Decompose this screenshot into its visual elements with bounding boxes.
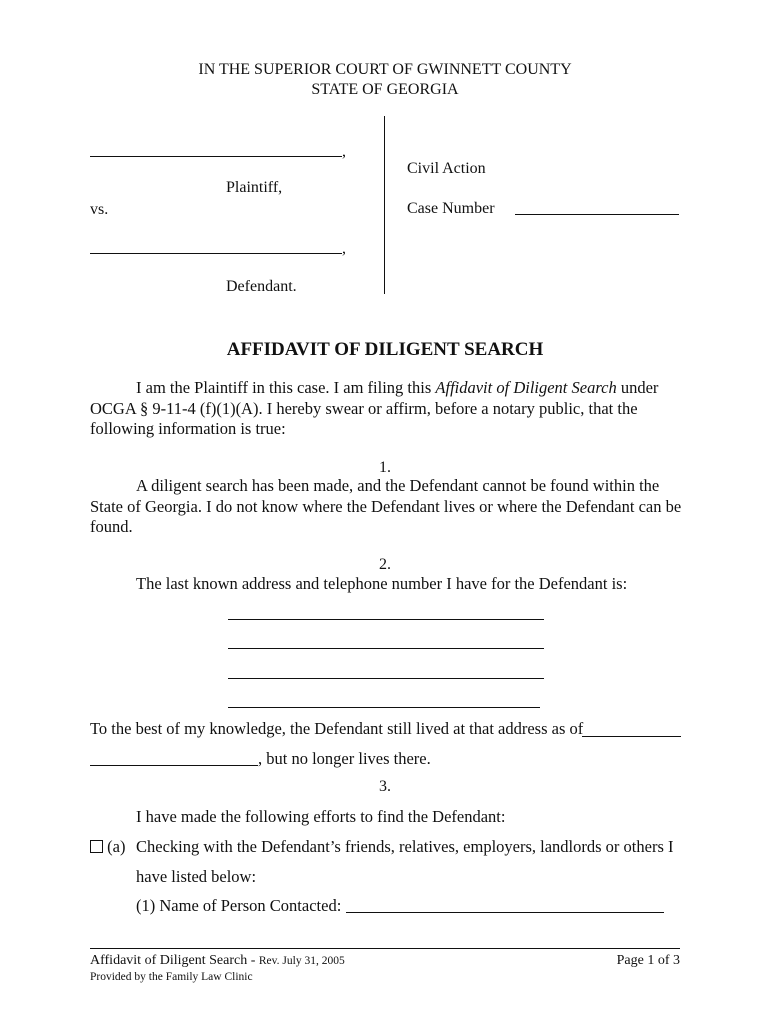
section-2-text: The last known address and telephone number I have for the Defendant is:: [136, 574, 628, 593]
defendant-comma: ,: [342, 240, 346, 257]
plaintiff-name-blank[interactable]: [90, 156, 342, 157]
address-line-2[interactable]: [228, 648, 544, 649]
option-a-checkbox[interactable]: [90, 840, 103, 853]
caption-divider: [384, 116, 385, 294]
defendant-name-blank[interactable]: [90, 253, 342, 254]
footer-form-name: Affidavit of Diligent Search -: [90, 953, 259, 968]
lived-until-date-blank-2[interactable]: [90, 765, 258, 766]
intro-text-1: I am the Plaintiff in this case. I am filing this: [136, 378, 436, 397]
section-3-text: I have made the following efforts to find the Defendant:: [136, 807, 506, 826]
footer-form-line: [90, 952, 345, 969]
vs-label: vs.: [90, 201, 109, 218]
footer-provider: Provided by the Family Law Clinic: [90, 971, 253, 983]
state-heading: STATE OF GEORGIA: [311, 81, 459, 98]
option-a-text-line-1: Checking with the Defendant’s friends, relatives, employers, landlords or others I: [136, 837, 674, 856]
footer-rule: [90, 948, 680, 949]
no-longer-lives-text: , but no longer lives there.: [258, 749, 431, 768]
intro-text-2: under OCGA § 9-11-4 (f)(1)(A). I hereby swear or affirm, before a notary public, that the following information is true:: [90, 378, 659, 438]
civil-action-label: Civil Action: [407, 160, 486, 177]
section-2-number: 2.: [379, 556, 391, 573]
option-a-row: [90, 837, 125, 857]
lived-until-text: To the best of my knowledge, the Defendant still lived at that address as of: [90, 719, 584, 738]
plaintiff-comma: ,: [342, 143, 346, 160]
section-3-number: 3.: [379, 778, 391, 795]
address-line-3[interactable]: [228, 678, 544, 679]
option-a-marker: (a): [107, 837, 126, 856]
address-line-1[interactable]: [228, 619, 544, 620]
court-heading: IN THE SUPERIOR COURT OF GWINNETT COUNTY: [198, 61, 572, 78]
case-number-blank[interactable]: [515, 214, 679, 215]
intro-italic-title: Affidavit of Diligent Search: [435, 378, 617, 397]
defendant-label: Defendant.: [226, 278, 297, 295]
footer-revision: Rev. July 31, 2005: [258, 955, 345, 967]
address-line-4[interactable]: [228, 707, 540, 708]
plaintiff-label: Plaintiff,: [226, 179, 283, 196]
lived-until-date-blank[interactable]: [582, 736, 681, 737]
footer-page-label: Page 1 of 3: [616, 953, 680, 968]
document-title: AFFIDAVIT OF DILIGENT SEARCH: [226, 339, 544, 360]
case-number-label: Case Number: [407, 200, 495, 217]
section-1-number: 1.: [379, 459, 391, 476]
section-1-text: A diligent search has been made, and the Defendant cannot be found within the State of Georgia. I do not know where the Defendant lives or where the Defendant can be found.: [90, 476, 682, 536]
option-a-text-line-2: have listed below:: [136, 867, 257, 886]
person-contacted-blank[interactable]: [346, 912, 664, 913]
person-contacted-label: (1) Name of Person Contacted:: [136, 896, 342, 915]
intro-paragraph: [90, 378, 680, 440]
